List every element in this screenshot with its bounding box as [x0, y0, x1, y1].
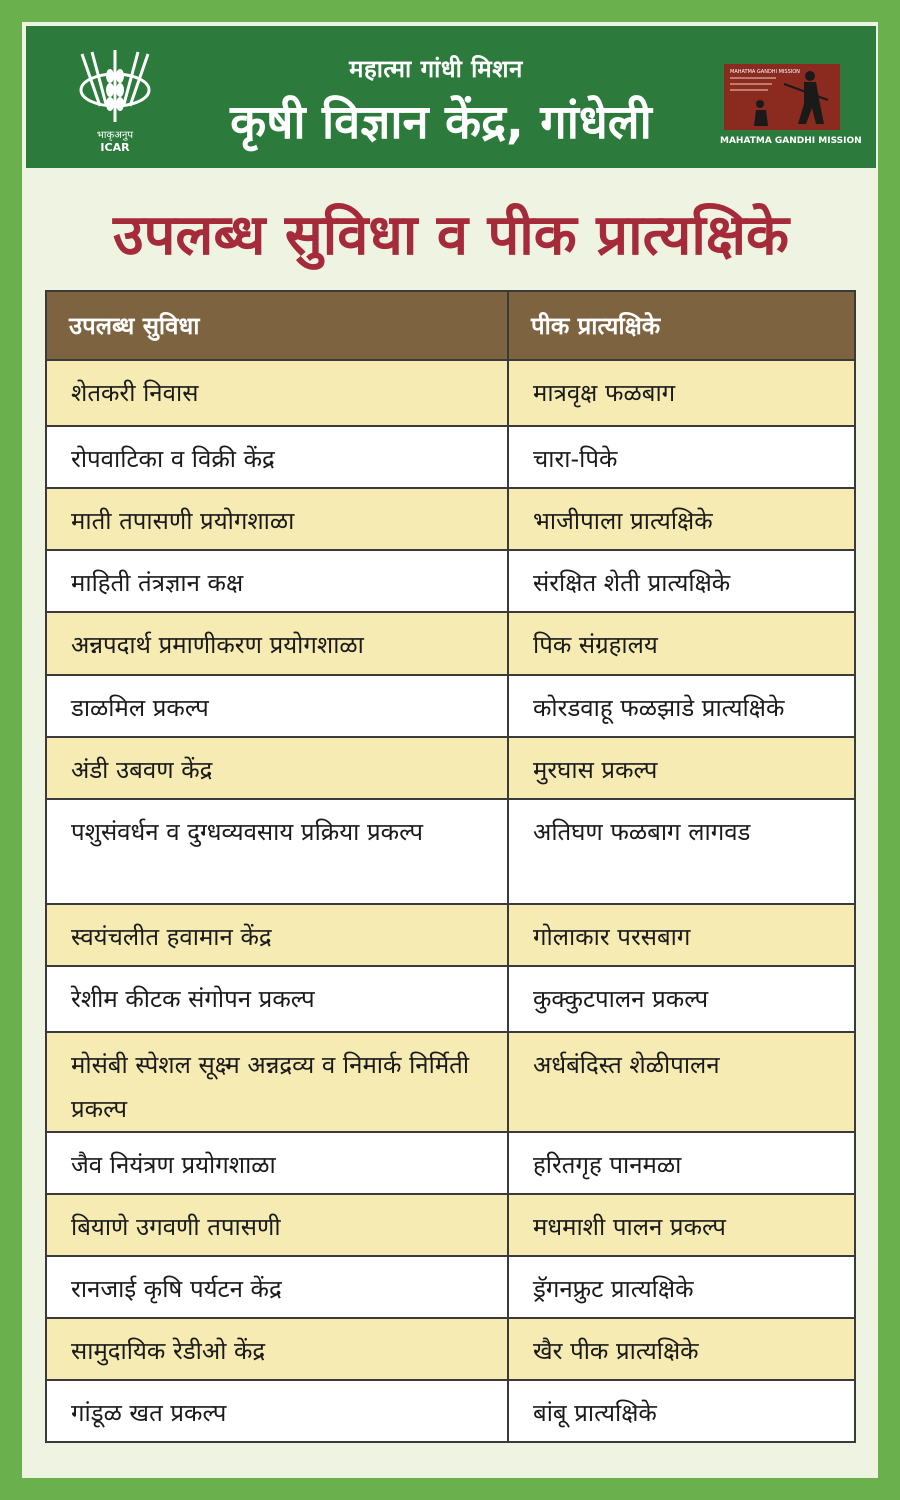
kvk-name: कृषी विज्ञान केंद्र, गांधेली — [230, 95, 652, 150]
table-row — [46, 426, 855, 488]
table-cell: जैव नियंत्रण प्रयोगशाळा — [46, 1132, 508, 1194]
table-row — [46, 1194, 855, 1256]
table-row — [46, 966, 855, 1032]
table-row — [46, 675, 855, 737]
table-cell: मोसंबी स्पेशल सूक्ष्म अन्नद्रव्य व निमार्क निर्मिती प्रकल्प — [46, 1032, 508, 1132]
table-cell: अन्नपदार्थ प्रमाणीकरण प्रयोगशाळा — [46, 612, 508, 675]
table-cell: रोपवाटिका व विक्री केंद्र — [46, 426, 508, 488]
table-row — [46, 1132, 855, 1194]
table-cell: बियाणे उगवणी तपासणी — [46, 1194, 508, 1256]
table-cell: भाजीपाला प्रात्यक्षिके — [508, 488, 855, 550]
table-row — [46, 737, 855, 799]
table-cell: गांडूळ खत प्रकल्प — [46, 1380, 508, 1442]
table-row — [46, 1032, 855, 1132]
wheat-icon — [70, 46, 160, 158]
table-cell: पिक संग्रहालय — [508, 612, 855, 675]
table-cell: हरितगृह पानमळा — [508, 1132, 855, 1194]
facilities-table — [45, 290, 856, 1443]
table-row — [46, 799, 855, 904]
table-cell: कुक्कुटपालन प्रकल्प — [508, 966, 855, 1032]
mgm-emblem — [724, 64, 840, 130]
column-header-demonstrations: पीक प्रात्यक्षिके — [508, 291, 855, 360]
table-cell: स्वयंचलीत हवामान केंद्र — [46, 904, 508, 966]
table-cell: शेतकरी निवास — [46, 360, 508, 426]
column-header-facilities: उपलब्ध सुविधा — [46, 291, 508, 360]
table-cell: अर्धबंदिस्त शेळीपालन — [508, 1032, 855, 1132]
table-cell: अतिघण फळबाग लागवड — [508, 799, 855, 904]
icar-logo — [70, 46, 160, 158]
table-cell: सामुदायिक रेडीओ केंद्र — [46, 1318, 508, 1380]
table-cell: मधमाशी पालन प्रकल्प — [508, 1194, 855, 1256]
table-row — [46, 488, 855, 550]
table-cell: रेशीम कीटक संगोपन प्रकल्प — [46, 966, 508, 1032]
table-row — [46, 1380, 855, 1442]
table-row — [46, 612, 855, 675]
table-row — [46, 550, 855, 612]
table-cell: मुरघास प्रकल्प — [508, 737, 855, 799]
table-row — [46, 360, 855, 426]
table-cell: गोलाकार परसबाग — [508, 904, 855, 966]
org-name: महात्मा गांधी मिशन — [349, 55, 523, 83]
table-header-row — [46, 291, 855, 360]
table-row — [46, 1256, 855, 1318]
table-cell: बांबू प्रात्यक्षिके — [508, 1380, 855, 1442]
table-cell: ड्रॅगनफ्रुट प्रात्यक्षिके — [508, 1256, 855, 1318]
gandhi-figure-icon — [724, 64, 840, 130]
table-cell: खैर पीक प्रात्यक्षिके — [508, 1318, 855, 1380]
table-row — [46, 1318, 855, 1380]
icar-hindi-text: भाकृअनुप — [96, 130, 134, 141]
table-cell: संरक्षित शेती प्रात्यक्षिके — [508, 550, 855, 612]
header-banner — [26, 26, 876, 168]
table-cell: डाळमिल प्रकल्प — [46, 675, 508, 737]
page-title: उपलब्ध सुविधा व पीक प्रात्यक्षिके — [112, 203, 790, 268]
table-cell: अंडी उबवण केंद्र — [46, 737, 508, 799]
mgm-caption: MAHATMA GANDHI MISSION — [720, 136, 862, 146]
mgm-logo — [720, 64, 862, 154]
icar-text: ICAR — [100, 141, 130, 154]
mgm-box-text: MAHATMA GANDHI MISSION — [730, 69, 800, 75]
table-cell: पशुसंवर्धन व दुग्धव्यवसाय प्रक्रिया प्रकल्प — [46, 799, 508, 904]
table-cell: चारा-पिके — [508, 426, 855, 488]
table-cell: माती तपासणी प्रयोगशाळा — [46, 488, 508, 550]
table-cell: रानजाई कृषि पर्यटन केंद्र — [46, 1256, 508, 1318]
table-cell: मात्रवृक्ष फळबाग — [508, 360, 855, 426]
table-cell: माहिती तंत्रज्ञान कक्ष — [46, 550, 508, 612]
table-row — [46, 904, 855, 966]
table-cell: कोरडवाहू फळझाडे प्रात्यक्षिके — [508, 675, 855, 737]
